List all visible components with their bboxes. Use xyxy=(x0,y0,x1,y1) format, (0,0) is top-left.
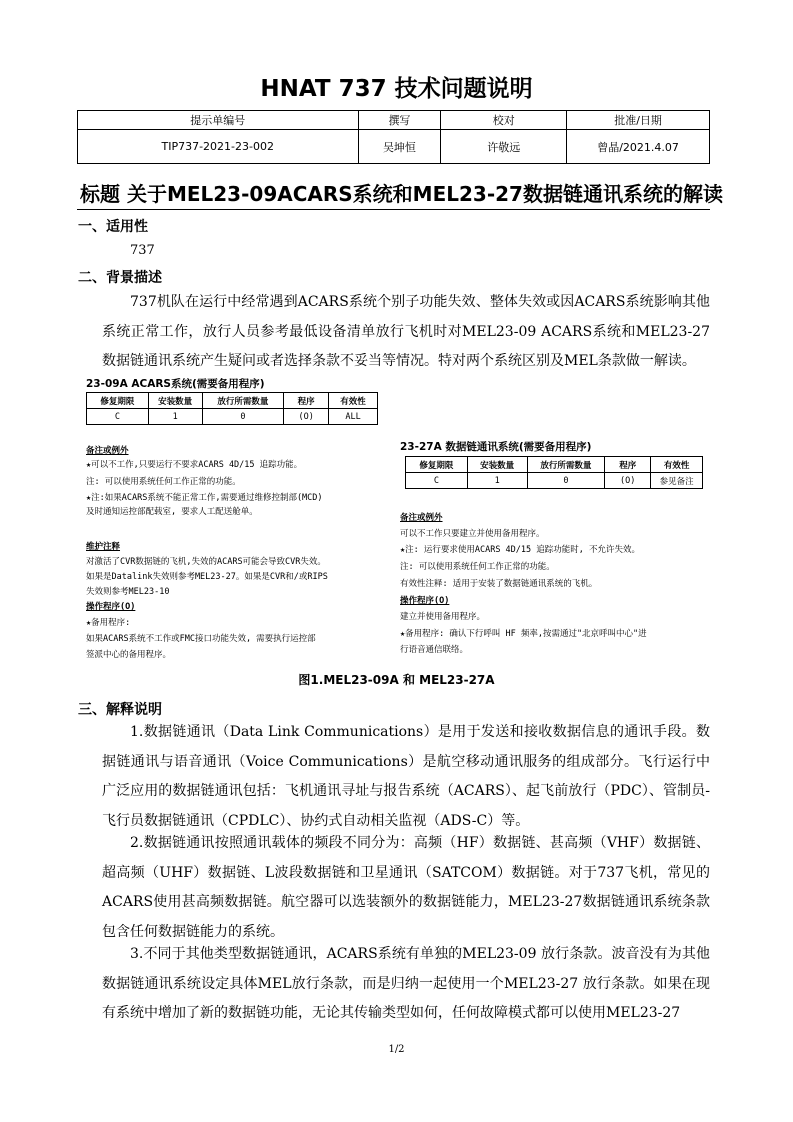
mel-a-remark-line: 注: 可以使用系统任何工作正常的功能。 xyxy=(86,477,241,487)
mel-b-cell: 1 xyxy=(467,473,527,489)
mel-a-header: 程序 xyxy=(284,393,329,409)
mel-b-proc-line: 行语音通信联络。 xyxy=(400,645,469,655)
mel-a-cell: C xyxy=(87,409,149,425)
mel-b-remark-line: ★注: 运行要求使用ACARS 4D/15 追踪功能时, 不允许失效。 xyxy=(400,545,640,555)
mel-b-header: 安装数量 xyxy=(467,457,527,473)
mel-a-table xyxy=(86,392,378,425)
mel-a-maint-line: 对激活了CVR数据链的飞机,失效的ACARS可能会导致CVR失效。 xyxy=(86,557,326,567)
section-applicability-heading: 一、适用性 xyxy=(78,219,148,235)
mel-a-proc-line: ★备用程序: xyxy=(86,618,131,628)
mel-b-remark-line: 有效性注释: 适用于安装了数据链通讯系统的飞机。 xyxy=(400,579,598,589)
section-explanation-heading: 三、解释说明 xyxy=(78,702,162,718)
meta-author: 吴坤恒 xyxy=(358,130,441,164)
mel-a-cell: ALL xyxy=(329,409,378,425)
document-subject: 标题 关于MEL23-09ACARS系统和MEL23-27数据链通讯系统的解读 xyxy=(80,182,723,206)
mel-a-remark-line: ★可以不工作,只要运行不要求ACARS 4D/15 追踪功能。 xyxy=(86,460,303,470)
mel-a-header: 放行所需数量 xyxy=(202,393,284,409)
mel-b-remark-line: 可以不工作只要建立并使用备用程序。 xyxy=(400,529,545,539)
section-explanation-paragraph-1: 1.数据链通讯（Data Link Communications）是用于发送和接收数据信息的通讯手段。数据链通讯与语音通讯（Voice Communications）是航空移动通讯服务的组成部分。飞行运行中广泛应用的数据链通讯包括：飞机通讯寻址与报告系统（ACARS）、起飞前放行（PDC）、管制员-飞行员数据链通讯（CPDLC）、协约式自动相关监视（ADS-C）等。 xyxy=(102,724,710,829)
meta-tip-number: TIP737-2021-23-002 xyxy=(78,130,359,164)
meta-header-approval-date: 批准/日期 xyxy=(567,111,710,130)
mel-a-maint-line: 如果是Datalink失效则参考MEL23-27。如果是CVR和/或RIPS xyxy=(86,572,328,582)
mel-b-table xyxy=(405,456,703,489)
mel-b-cell: C xyxy=(406,473,468,489)
subject-divider xyxy=(77,209,710,210)
mel-a-header: 有效性 xyxy=(329,393,378,409)
mel-a-proc-line: 如果ACARS系统不工作或FMC接口功能失效, 需要执行运控部 xyxy=(86,634,316,644)
page-number: 1/2 xyxy=(388,1044,405,1055)
mel-a-header: 安装数量 xyxy=(148,393,202,409)
meta-header-tip-number: 提示单编号 xyxy=(78,111,359,130)
mel-b-proc-line: 建立并使用备用程序。 xyxy=(400,612,486,622)
mel-b-cell: 参见备注 xyxy=(651,473,703,489)
document-title: HNAT 737 技术问题说明 xyxy=(260,76,533,102)
meta-header-author: 撰写 xyxy=(358,111,441,130)
mel-b-remarks-heading: 备注或例外 xyxy=(400,513,443,523)
mel-b-proc-heading: 操作程序(O) xyxy=(400,596,450,606)
mel-a-remarks-heading: 备注或例外 xyxy=(86,446,129,456)
mel-b-cell: 0 xyxy=(527,473,605,489)
section-explanation-paragraph-2: 2.数据链通讯按照通讯载体的频段不同分为：高频（HF）数据链、甚高频（VHF）数据链、超高频（UHF）数据链、L波段数据链和卫星通讯（SATCOM）数据链。对于737飞机，常见的ACARS使用甚高频数据链。航空器可以选装额外的数据链能力，MEL23-27数据链通讯系统条款包含任何数据链能力的系统。 xyxy=(102,835,710,940)
meta-header-reviewer: 校对 xyxy=(441,111,567,130)
mel-a-cell: 1 xyxy=(148,409,202,425)
mel-a-cell: (O) xyxy=(284,409,329,425)
mel-a-header: 修复期限 xyxy=(87,393,149,409)
mel-a-remark-line: 及时通知运控部配载室, 要求人工配送舱单。 xyxy=(86,507,258,517)
mel-b-header: 程序 xyxy=(605,457,651,473)
mel-b-proc-line: ★备用程序: 确认下行呼叫 HF 频率,按需通过"北京呼叫中心"进 xyxy=(400,629,647,639)
mel-a-cell: 0 xyxy=(202,409,284,425)
mel-b-header: 有效性 xyxy=(651,457,703,473)
document-meta-table xyxy=(77,110,710,164)
mel-a-proc-heading: 操作程序(O) xyxy=(86,602,136,612)
mel-b-cell: (O) xyxy=(605,473,651,489)
mel-b-header: 修复期限 xyxy=(406,457,468,473)
section-explanation-paragraph-3: 3.不同于其他类型数据链通讯，ACARS系统有单独的MEL23-09 放行条款。波音没有为其他数据链通讯系统设定具体MEL放行条款，而是归纳一起使用一个MEL23-27 放行条款。如果在现有系统中增加了新的数据链功能，无论其传输类型如何，任何故障模式都可以使用MEL23-27 xyxy=(102,946,710,1021)
meta-approval-date: 曾晶/2021.4.07 xyxy=(567,130,710,164)
mel-a-proc-line: 签派中心的备用程序。 xyxy=(86,650,172,660)
section-background-body: 737机队在运行中经常遇到ACARS系统个别子功能失效、整体失效或因ACARS系统影响其他系统正常工作，放行人员参考最低设备清单放行飞机时对MEL23-09 ACARS系统和MEL23-27数据链通讯系统产生疑问或者选择条款不妥当等情况。特对两个系统区别及MEL条款做一解读。 xyxy=(102,294,710,369)
figure-caption: 图1.MEL23-09A 和 MEL23-27A xyxy=(298,673,495,687)
section-background-heading: 二、背景描述 xyxy=(78,270,162,286)
mel-a-remark-line: ★注:如果ACARS系统不能正常工作,需要通过维修控制部(MCD) xyxy=(86,493,323,503)
mel-b-remark-line: 注: 可以使用系统任何工作正常的功能。 xyxy=(400,562,555,572)
section-applicability-body: 737 xyxy=(130,243,155,258)
mel-a-title: 23-09A ACARS系统(需要备用程序) xyxy=(86,378,265,390)
meta-reviewer: 许敬远 xyxy=(441,130,567,164)
mel-b-title: 23-27A 数据链通讯系统(需要备用程序) xyxy=(400,441,592,453)
mel-a-maint-line: 失效则参考MEL23-10 xyxy=(86,587,170,597)
mel-a-maint-heading: 维护注释 xyxy=(86,542,121,552)
mel-b-header: 放行所需数量 xyxy=(527,457,605,473)
